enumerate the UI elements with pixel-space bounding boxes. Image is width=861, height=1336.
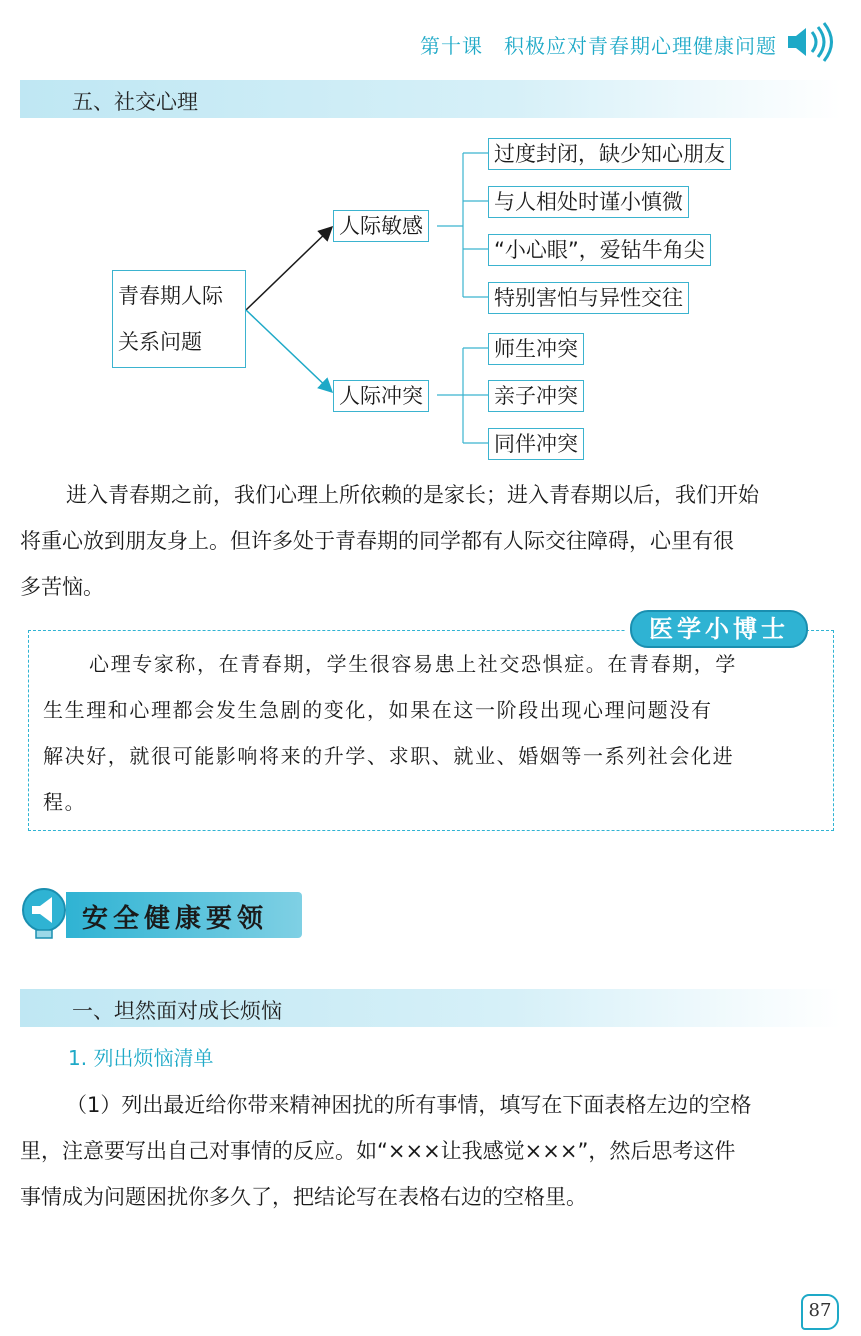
para-line: 里，注意要写出自己对事情的反应。如“×××让我感觉×××”，然后思考这件 [20,1139,736,1163]
para-line: 进入青春期之前，我们心理上所依赖的是家长；进入青春期以后，我们开始 [66,483,759,507]
intro-paragraph [20,472,841,610]
leaf-item: 亲子冲突 [488,380,584,412]
megaphone-icon [22,886,72,942]
tip-line: 解决好，就很可能影响将来的升学、求职、就业、婚姻等一系列社会化进 [43,744,735,768]
diagram-root [112,270,246,368]
running-header: 第十课 积极应对青春期心理健康问题 [420,34,777,58]
leaf-item: “小心眼”，爱钻牛角尖 [488,234,711,266]
root-line-1: 青春期人际 [118,284,223,308]
diagram-connectors [0,0,861,480]
section-bar-growth [20,989,841,1027]
leaf-item: 师生冲突 [488,333,584,365]
body-paragraph [20,1082,841,1220]
leaf-item: 与人相处时谨小慎微 [488,186,689,218]
para-line: 将重心放到朋友身上。但许多处于青春期的同学都有人际交往障碍，心里有很 [20,529,734,553]
tip-line: 程。 [43,790,87,814]
leaf-item: 过度封闭，缺少知心朋友 [488,138,731,170]
tip-badge [626,607,808,647]
para-line: （1）列出最近给你带来精神困扰的所有事情，填写在下面表格左边的空格 [66,1093,752,1117]
tip-badge-label: 医学小博士 [630,610,808,648]
banner-title: 安全健康要领 [82,904,269,934]
branch-conflict: 人际冲突 [333,380,429,412]
para-line: 多苦恼。 [20,575,104,599]
root-line-2: 关系问题 [118,330,202,354]
leaf-item: 特别害怕与异性交往 [488,282,689,314]
section-banner [66,892,302,938]
subheading: 1. 列出烦恼清单 [68,1046,214,1070]
section-title: 一、坦然面对成长烦恼 [72,999,282,1023]
leaf-item: 同伴冲突 [488,428,584,460]
tip-line: 生生理和心理都会发生急剧的变化，如果在这一阶段出现心理问题没有 [43,698,713,722]
tip-box [28,630,834,831]
para-line: 事情成为问题困扰你多久了，把结论写在表格右边的空格里。 [20,1185,587,1209]
branch-sensitive: 人际敏感 [333,210,429,242]
page-number: 87 [801,1294,839,1330]
tip-line: 心理专家称，在青春期，学生很容易患上社交恐惧症。在青春期，学 [89,652,737,676]
section-title: 五、社交心理 [72,90,198,114]
